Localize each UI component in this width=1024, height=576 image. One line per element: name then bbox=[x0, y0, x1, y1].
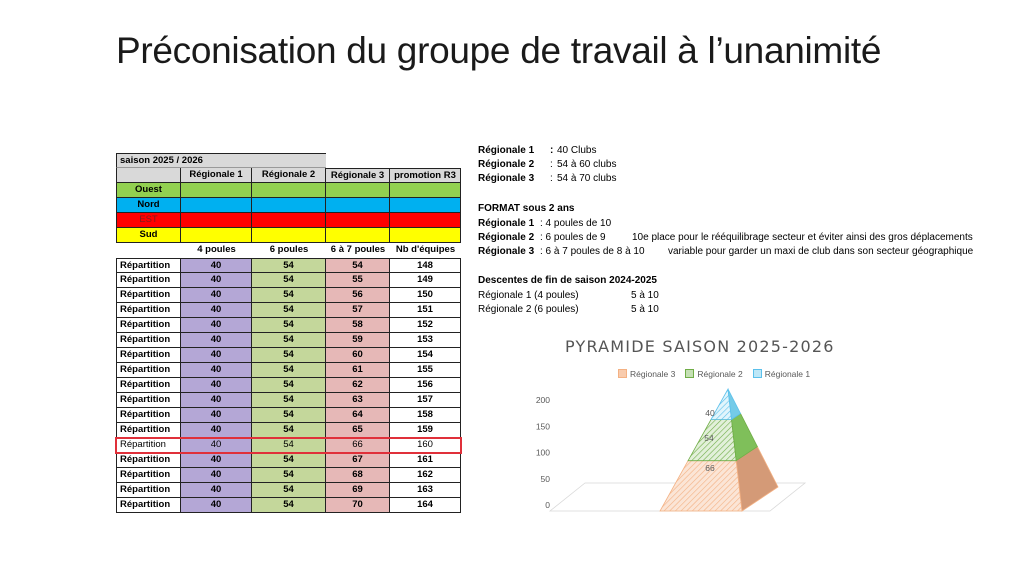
chart-title: PYRAMIDE SAISON 2025-2026 bbox=[565, 337, 835, 356]
header-row bbox=[116, 168, 461, 183]
cell-total: 155 bbox=[390, 363, 461, 378]
descentes-line: Régionale 2 (6 poules) 5 à 10 bbox=[478, 304, 659, 315]
clubs-line: Régionale 3 : 54 à 70 clubs bbox=[478, 173, 617, 184]
cell-total: 158 bbox=[390, 408, 461, 423]
cell-total: 151 bbox=[390, 303, 461, 318]
subheader-row bbox=[116, 243, 461, 258]
cell-r1: 40 bbox=[181, 423, 252, 438]
cell-r2: 54 bbox=[252, 333, 326, 348]
header-r2: Régionale 2 bbox=[252, 168, 326, 183]
header-empty bbox=[116, 168, 181, 183]
page-title: Préconisation du groupe de travail à l’unanimité bbox=[116, 30, 882, 71]
cell-r2: 54 bbox=[252, 483, 326, 498]
row-label: Répartition bbox=[116, 348, 181, 363]
cell-r1: 40 bbox=[181, 288, 252, 303]
row-label: Répartition bbox=[116, 378, 181, 393]
cell-r3: 70 bbox=[326, 498, 390, 513]
cell-total: 154 bbox=[390, 348, 461, 363]
cell-r1: 40 bbox=[181, 393, 252, 408]
row-label: Répartition bbox=[116, 438, 181, 453]
cell-total: 157 bbox=[390, 393, 461, 408]
descentes-title: Descentes de fin de saison 2024-2025 bbox=[478, 275, 657, 286]
y-tick-label: 50 bbox=[540, 473, 550, 484]
cell-r2: 54 bbox=[252, 258, 326, 273]
descentes-block bbox=[478, 275, 659, 318]
data-label: 66 bbox=[705, 463, 715, 473]
cell-r2: 54 bbox=[252, 378, 326, 393]
cell-total: 162 bbox=[390, 468, 461, 483]
region-ouest: Ouest bbox=[116, 183, 181, 198]
table-row bbox=[116, 408, 461, 423]
table-row bbox=[116, 273, 461, 288]
format-line: Régionale 2 : 6 poules de 9 10e place pour le rééquilibrage secteur et éviter ainsi des gros déplacements bbox=[478, 232, 973, 243]
legend-swatch-r3 bbox=[618, 369, 627, 378]
cell-r1: 40 bbox=[181, 258, 252, 273]
cell-r3: 62 bbox=[326, 378, 390, 393]
cell-r1: 40 bbox=[181, 273, 252, 288]
cell-r1: 40 bbox=[181, 303, 252, 318]
table-row bbox=[116, 348, 461, 363]
cell-r2: 54 bbox=[252, 363, 326, 378]
row-label: Répartition bbox=[116, 258, 181, 273]
data-label: 54 bbox=[704, 433, 714, 443]
cell-total: 163 bbox=[390, 483, 461, 498]
table-row bbox=[116, 483, 461, 498]
cell-r2: 54 bbox=[252, 318, 326, 333]
clubs-line: Régionale 2 : 54 à 60 clubs bbox=[478, 159, 617, 170]
cell-r3: 66 bbox=[326, 438, 390, 453]
legend-item: Régionale 1 bbox=[753, 369, 810, 379]
cell-r2: 54 bbox=[252, 303, 326, 318]
cell-r1: 40 bbox=[181, 363, 252, 378]
cell-r2: 54 bbox=[252, 393, 326, 408]
cell-r2: 54 bbox=[252, 408, 326, 423]
cell-r2: 54 bbox=[252, 423, 326, 438]
descentes-line: Régionale 1 (4 poules) 5 à 10 bbox=[478, 290, 659, 301]
table-row bbox=[116, 423, 461, 438]
clubs-line: Régionale 1 : 40 Clubs bbox=[478, 145, 597, 156]
region-row-ouest bbox=[116, 183, 461, 198]
legend-swatch-r2 bbox=[685, 369, 694, 378]
cell-r3: 58 bbox=[326, 318, 390, 333]
y-axis bbox=[536, 395, 550, 510]
subheader-total: Nb d'équipes bbox=[395, 244, 456, 255]
cell-r3: 57 bbox=[326, 303, 390, 318]
table-row bbox=[116, 363, 461, 378]
cell-total: 161 bbox=[390, 453, 461, 468]
cell-r2: 54 bbox=[252, 438, 326, 453]
y-tick-label: 150 bbox=[535, 421, 550, 432]
cell-r2: 54 bbox=[252, 453, 326, 468]
row-label: Répartition bbox=[116, 303, 181, 318]
table-row bbox=[116, 378, 461, 393]
format-block bbox=[478, 203, 973, 260]
region-est: EST bbox=[116, 213, 181, 228]
row-label: Répartition bbox=[116, 333, 181, 348]
header-r1: Régionale 1 bbox=[181, 168, 252, 183]
layer-regionale-3-front bbox=[660, 461, 742, 511]
cell-r1: 40 bbox=[181, 348, 252, 363]
row-label: Répartition bbox=[116, 393, 181, 408]
data-rows bbox=[116, 258, 461, 513]
cell-r3: 63 bbox=[326, 393, 390, 408]
cell-total: 160 bbox=[390, 438, 461, 453]
table-row bbox=[116, 333, 461, 348]
cell-r1: 40 bbox=[181, 468, 252, 483]
cell-r3: 60 bbox=[326, 348, 390, 363]
table-row bbox=[116, 318, 461, 333]
cell-total: 152 bbox=[390, 318, 461, 333]
format-line: Régionale 3 : 6 à 7 poules de 8 à 10 variable pour garder un maxi de club dans son secteur géographique bbox=[478, 246, 974, 257]
row-label: Répartition bbox=[116, 363, 181, 378]
region-row-est bbox=[116, 213, 461, 228]
chart-legend bbox=[618, 369, 810, 379]
table-row bbox=[116, 288, 461, 303]
legend-item: Régionale 3 bbox=[618, 369, 675, 379]
season-row bbox=[116, 153, 461, 168]
y-tick-label: 100 bbox=[535, 447, 550, 458]
header-promo: promotion R3 bbox=[390, 168, 461, 183]
cell-total: 153 bbox=[390, 333, 461, 348]
table-row bbox=[116, 438, 461, 453]
cell-r3: 67 bbox=[326, 453, 390, 468]
table-row bbox=[116, 468, 461, 483]
cell-r2: 54 bbox=[252, 348, 326, 363]
clubs-block bbox=[478, 145, 617, 187]
cell-r1: 40 bbox=[181, 318, 252, 333]
cell-r2: 54 bbox=[252, 288, 326, 303]
cell-r1: 40 bbox=[181, 333, 252, 348]
row-label: Répartition bbox=[116, 468, 181, 483]
row-label: Répartition bbox=[116, 423, 181, 438]
format-title: FORMAT sous 2 ans bbox=[478, 203, 575, 214]
cell-r1: 40 bbox=[181, 453, 252, 468]
subheader-r3: 6 à 7 poules bbox=[330, 244, 386, 255]
cell-r3: 68 bbox=[326, 468, 390, 483]
table-row bbox=[116, 258, 461, 273]
cell-r3: 56 bbox=[326, 288, 390, 303]
format-line: Régionale 1 : 4 poules de 10 bbox=[478, 218, 612, 229]
header-r3: Régionale 3 bbox=[326, 168, 390, 183]
cell-r3: 59 bbox=[326, 333, 390, 348]
y-tick-label: 200 bbox=[535, 395, 550, 405]
season-label: saison 2025 / 2026 bbox=[116, 153, 326, 168]
pyramid-chart bbox=[520, 383, 820, 523]
cell-r3: 61 bbox=[326, 363, 390, 378]
cell-total: 150 bbox=[390, 288, 461, 303]
cell-r1: 40 bbox=[181, 498, 252, 513]
row-label: Répartition bbox=[116, 453, 181, 468]
region-nord: Nord bbox=[116, 198, 181, 213]
pyramid-layers bbox=[660, 389, 778, 511]
repartition-table bbox=[116, 153, 461, 513]
table-row bbox=[116, 393, 461, 408]
cell-total: 149 bbox=[390, 273, 461, 288]
row-label: Répartition bbox=[116, 483, 181, 498]
data-label: 40 bbox=[705, 408, 715, 418]
row-label: Répartition bbox=[116, 318, 181, 333]
cell-total: 164 bbox=[390, 498, 461, 513]
row-label: Répartition bbox=[116, 498, 181, 513]
table-row bbox=[116, 453, 461, 468]
cell-r3: 55 bbox=[326, 273, 390, 288]
subheader-r1: 4 poules bbox=[197, 244, 236, 255]
legend-item: Régionale 2 bbox=[685, 369, 742, 379]
cell-r1: 40 bbox=[181, 408, 252, 423]
region-row-nord bbox=[116, 198, 461, 213]
cell-total: 159 bbox=[390, 423, 461, 438]
subheader-r2: 6 poules bbox=[269, 244, 309, 255]
legend-swatch-r1 bbox=[753, 369, 762, 378]
table-row bbox=[116, 498, 461, 513]
region-sud: Sud bbox=[116, 228, 181, 243]
cell-r3: 54 bbox=[326, 258, 390, 273]
cell-r3: 65 bbox=[326, 423, 390, 438]
cell-r3: 64 bbox=[326, 408, 390, 423]
cell-r2: 54 bbox=[252, 273, 326, 288]
cell-total: 156 bbox=[390, 378, 461, 393]
row-label: Répartition bbox=[116, 273, 181, 288]
row-label: Répartition bbox=[116, 408, 181, 423]
cell-r1: 40 bbox=[181, 378, 252, 393]
data-labels bbox=[704, 408, 715, 473]
cell-r3: 69 bbox=[326, 483, 390, 498]
cell-r1: 40 bbox=[181, 438, 252, 453]
y-tick-label: 0 bbox=[545, 500, 550, 510]
cell-r1: 40 bbox=[181, 483, 252, 498]
cell-r2: 54 bbox=[252, 498, 326, 513]
row-label: Répartition bbox=[116, 288, 181, 303]
table-row bbox=[116, 303, 461, 318]
cell-r2: 54 bbox=[252, 468, 326, 483]
cell-total: 148 bbox=[390, 258, 461, 273]
region-row-sud bbox=[116, 228, 461, 243]
